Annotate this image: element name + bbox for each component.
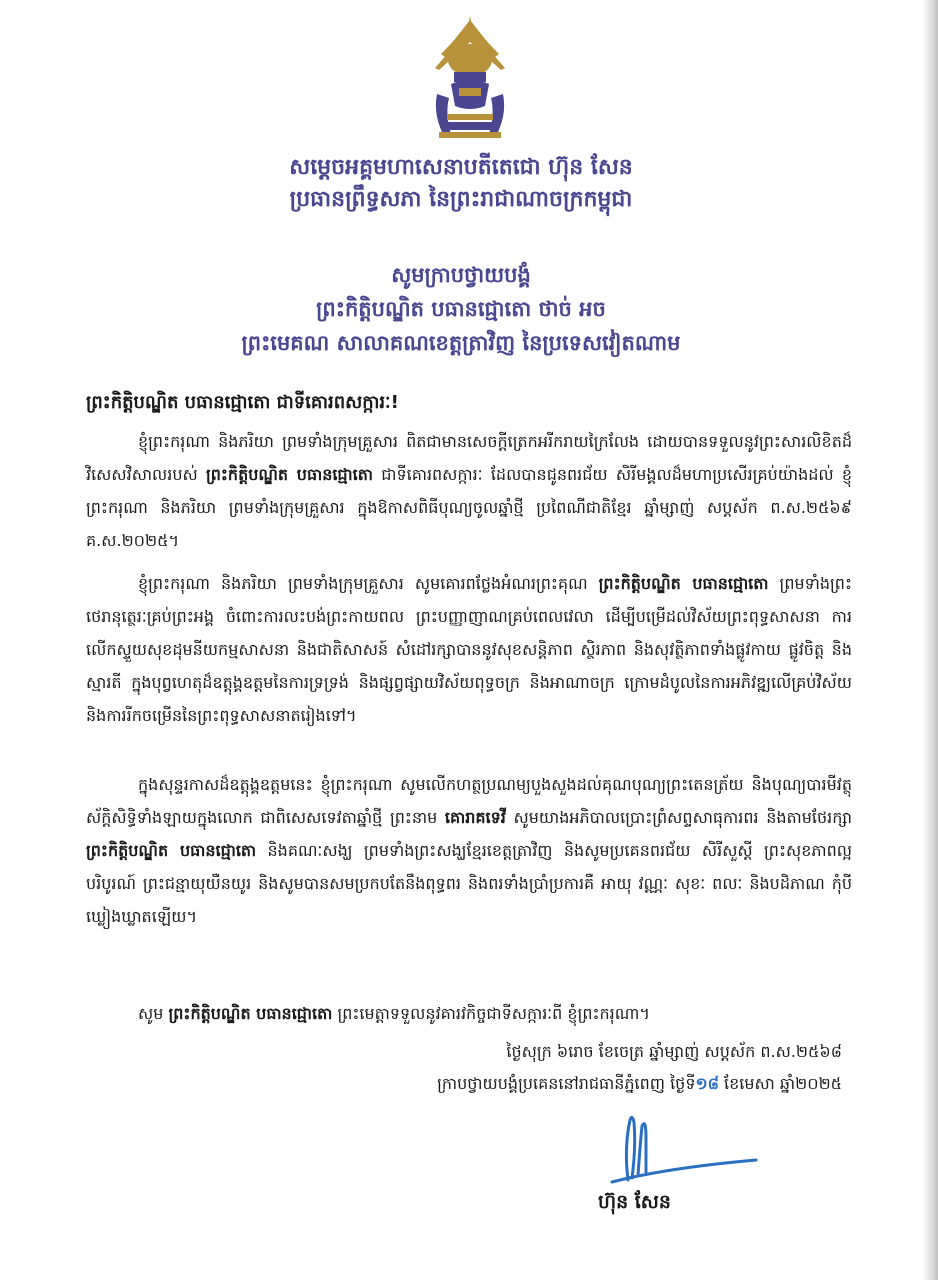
- p3-text-c: និងគណៈសង្ឃ ព្រមទាំងព្រះសង្ឃខ្មែរខេត្តត្រាវិញ និងសូមប្រគេនពរជ័យ សិរីសួស្តី ព្រះសុខភាពល្អបរិបូរណ៍ ព្រះជន្មាយុយឺនយូរ និងសូមបានសមប្រកបតែនឹងពុទ្ធពរ និងពរទាំងប្រាំប្រការគឺ អាយុ វណ្ណៈ សុខៈ ពលៈ និងបដិភាណ កុំបីឃ្លៀងឃ្លាតឡើយ។: [86, 841, 852, 926]
- p4-text-a: សូម: [138, 1004, 164, 1023]
- p4-recipient-name: ព្រះកិត្តិបណ្ឌិត បធានជ្មោតោ: [168, 1004, 333, 1023]
- signer-name: ហ៊ុន សែន: [598, 1191, 671, 1213]
- body-paragraph-3: [86, 768, 852, 933]
- recipient-greeting: សូមក្រាបថ្វាយបង្គំ: [391, 263, 531, 287]
- body-paragraph-2: [86, 567, 852, 732]
- recipient-block: [0, 258, 922, 360]
- p2-text-a: ខ្ញុំព្រះករុណា និងភរិយា ព្រមទាំងក្រុមគ្រួសារ សូមគោរពថ្លែងអំណរព្រះគុណ: [138, 574, 588, 593]
- recipient-name: ព្រះកិត្តិបណ្ឌិត បធានជ្មោតោ ថាច់ អច: [316, 297, 606, 321]
- recipient-position: ព្រះមេគណ សាលាគណខេត្តត្រាវិញ នៃប្រទេសវៀតណាម: [241, 331, 681, 355]
- body-paragraph-1: [86, 425, 852, 557]
- sender-position: ប្រធានព្រឹទ្ធសភា នៃព្រះរាជាណាចក្រកម្ពុជា: [289, 187, 633, 212]
- p3-text-b: សូមយាងអភិបាលប្រោះព្រំសព្ទសាធុការពរ និងតាមថែរក្សា: [513, 808, 852, 827]
- p3-recipient-name: ព្រះកិត្តិបណ្ឌិត បធានជ្មោតោ: [86, 841, 257, 860]
- p2-recipient-name: ព្រះកិត្តិបណ្ឌិត បធានជ្មោតោ: [598, 574, 769, 593]
- p1-recipient-name: ព្រះកិត្តិបណ្ឌិត បធានជ្មោតោ: [205, 465, 373, 484]
- sender-header: [0, 152, 922, 216]
- p3-deity-name: គោរាគទេវី: [444, 808, 506, 827]
- royal-emblem-icon: [429, 14, 511, 142]
- p3-text-a: ក្នុងសុន្ទរកាសដ៏ឧត្តុង្គឧត្តមនេះ ខ្ញុំព្រះករុណា សូមលើកហត្ថប្រណម្យបួងសួងដល់គុណបុណ្យព្រះតេនត្រ័យ និងបុណ្យបារមីវត្ថុស័ក្តិសិទ្ធិទាំងឡាយក្នុងលោក ជាពិសេសទេវតាឆ្នាំថ្មី ព្រះនាម: [86, 775, 852, 827]
- sender-title: សម្តេចអគ្គមហាសេនាបតីតេជោ ហ៊ុន សែន: [289, 155, 633, 180]
- solar-date: [437, 1068, 842, 1100]
- p4-text-b: ព្រះមេត្តាទទួលនូវគារវកិច្ចជាទីសក្ការៈពី ខ្ញុំព្រះករុណា។: [337, 1004, 650, 1023]
- p1-text-b: ជាទីគោរពសក្ការៈ ដែលបានជូនពរជ័យ សិរីមង្គលដ៏មហាប្រសើរគ្រប់យ៉ាងដល់ ខ្ញុំព្រះករុណា និងភរិយា ព្រមទាំងក្រុមគ្រួសារ ក្នុងឱកាសពិធីបុណ្យចូលឆ្នាំថ្មី ប្រពៃណីជាតិខ្មែរ ឆ្នាំម្សាញ់ សប្តស័ក ព.ស.២៥៦៩ គ.ស.២០២៥។: [86, 465, 853, 550]
- signature-icon: [606, 1108, 766, 1188]
- solar-date-day: ១៨: [695, 1074, 719, 1093]
- solar-date-prefix: ក្រាបថ្វាយបង្គំប្រគេននៅរាជធានីភ្នំពេញ ថ្ងៃទី: [437, 1074, 696, 1093]
- salutation: ព្រះកិត្តិបណ្ឌិត បធានជ្មោតោ ជាទីគោរពសក្ការៈ!: [86, 392, 399, 413]
- p2-text-b: ព្រមទាំងព្រះថេរានុត្ថេរៈគ្រប់ព្រះអង្គ ចំពោះការលះបង់ព្រះកាយពល ព្រះបញ្ញាញាណគ្រប់ពេលវេលា ដើម្បីបម្រើដល់វិស័យព្រះពុទ្ធសាសនា ការលើកស្ទួយសុខដុមនីយកម្មសាសនា និងជាតិសាសន៍ សំដៅរក្សាបាននូវសុខសន្តិភាព ស្ថិរភាព និងសុវត្ថិភាពទាំងផ្លូវកាយ ផ្លូវចិត្ត និងស្មារតី ក្នុងបុព្វហេតុដ៏ឧត្តុង្គឧត្តមនៃការទ្រទ្រង់ និងផ្សព្វផ្សាយវិស័យពុទ្ធចក្រ និងអាណាចក្រ ក្រោមដំបូលនៃការអភិវឌ្ឍលើគ្រប់វិស័យ និងការរីកចម្រើននៃព្រះពុទ្ធសាសនាតរៀងទៅ។: [86, 574, 852, 725]
- page-edge-shadow: [922, 0, 938, 1280]
- body-paragraph-4: [86, 997, 852, 1030]
- p1-text-a: ខ្ញុំព្រះករុណា និងភរិយា ព្រមទាំងក្រុមគ្រួសារ ពិតជាមានសេចក្តីត្រេកអរីករាយក្រៃលែង ដោយបានទទួលនូវព្រះសារលិខិតដ៏វិសេសវិសាលរបស់: [86, 432, 852, 484]
- solar-date-suffix: ខែមេសា ឆ្នាំ២០២៥: [718, 1074, 842, 1093]
- lunar-date: ថ្ងៃសុក្រ ៦រោច ខែចេត្រ ឆ្នាំម្សាញ់ សប្តស័ក ព.ស.២៥៦៨: [506, 1042, 842, 1061]
